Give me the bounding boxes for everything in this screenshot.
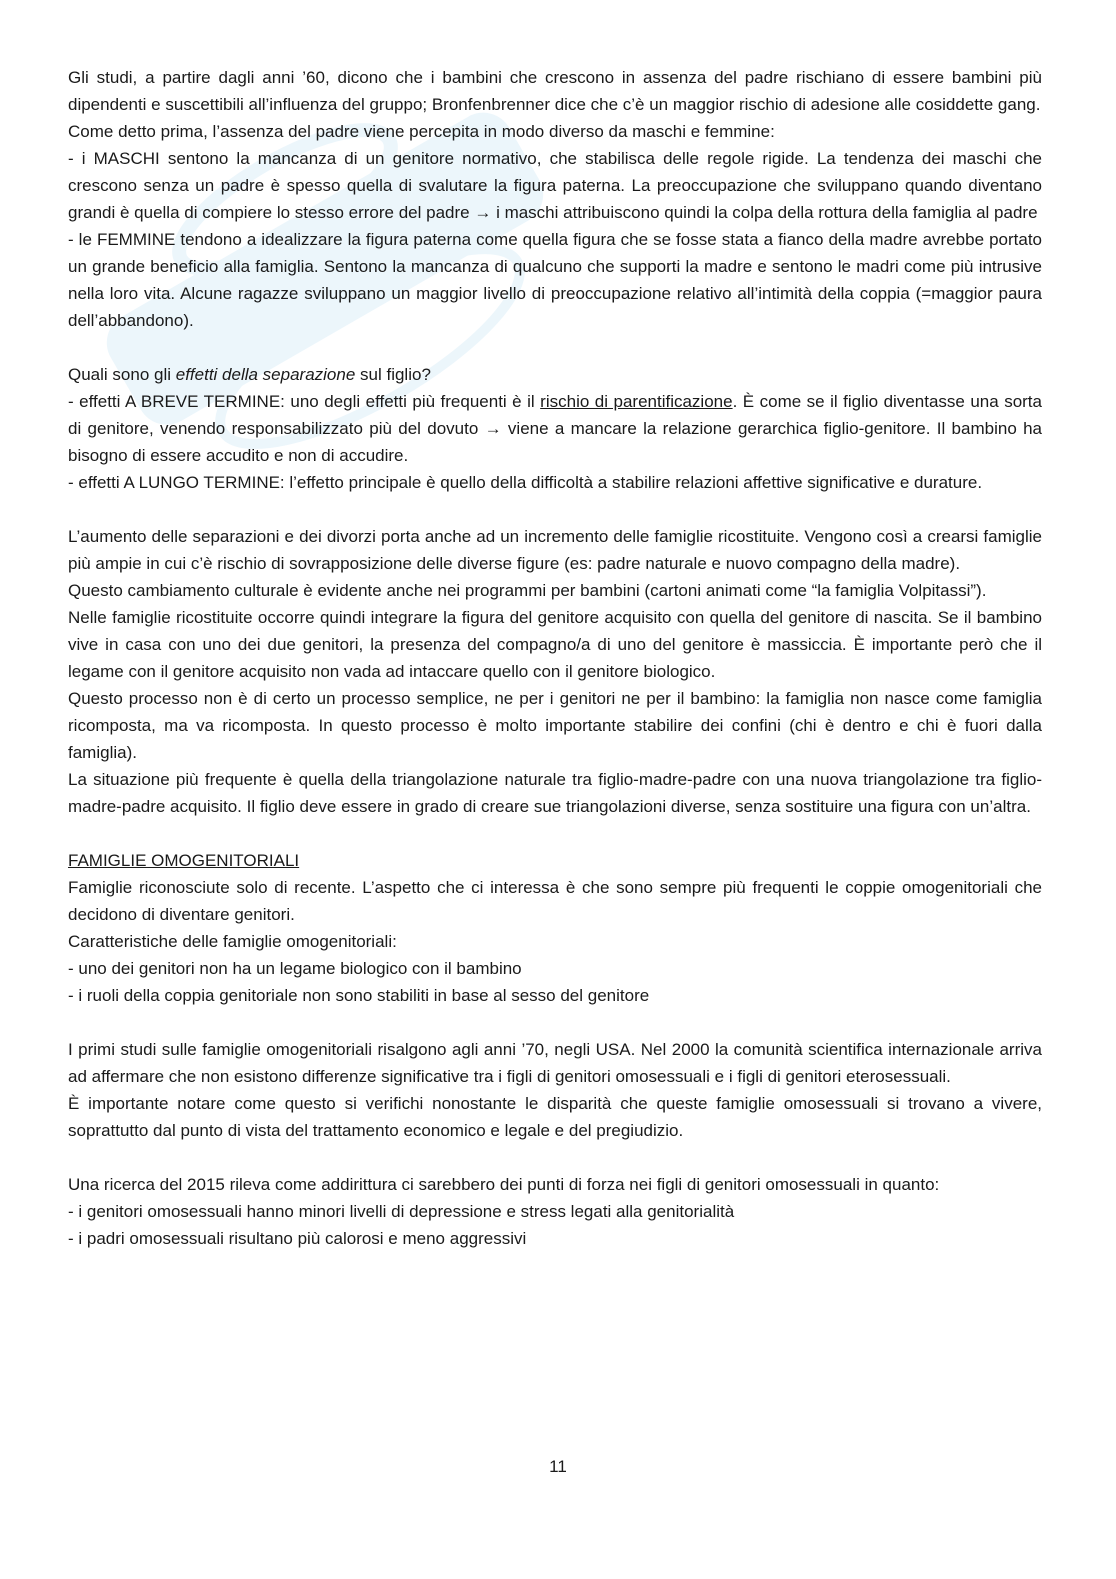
paragraph: Questo cambiamento culturale è evidente anche nei programmi per bambini (cartoni animati come “la famiglia Volpitassi”). xyxy=(68,581,987,600)
paragraph: L’aumento delle separazioni e dei divorzi porta anche ad un incremento delle famiglie ricostituite. Vengono così a crearsi famiglie più ampie in cui c’è rischio di sovrapposizione delle diverse figure (es: padre naturale e nuovo compagno della madre). xyxy=(68,527,1042,573)
paragraph: Gli studi, a partire dagli anni ’60, dicono che i bambini che crescono in assenza del padre rischiano di essere bambini più dipendenti e suscettibili all’influenza del gruppo; Bronfenbrenner dice che c’è un maggior rischio di adesione alle cosiddette gang. xyxy=(68,68,1042,114)
underlined-term: rischio di parentificazione xyxy=(540,392,733,411)
spacer xyxy=(68,1144,1042,1171)
question-line xyxy=(68,361,1042,388)
paragraph: Come detto prima, l’assenza del padre viene percepita in modo diverso da maschi e femmine: xyxy=(68,122,775,141)
list-item: - i padri omosessuali risultano più calorosi e meno aggressivi xyxy=(68,1229,527,1248)
text-run: . È come se il figlio diventasse una sorta di genitore, venendo responsabilizzato più del dovuto → viene a mancare la relazione gerarchica figlio-genitore. Il bambino ha bisogno di essere accudito e non di accudire. xyxy=(68,392,1042,465)
paragraph: - le FEMMINE tendono a idealizzare la figura paterna come quella figura che se fosse stata a fianco della madre avrebbe portato un grande beneficio alla famiglia. Sentono la mancanza di qualcuno che supporti la madre e sentono le madri come più intrusive nella loro vita. Alcune ragazze sviluppano un maggior livello di preoccupazione relativo all’intimità della coppia (=maggior paura dell’abbandono). xyxy=(68,230,1042,330)
list-item: - i ruoli della coppia genitoriale non sono stabiliti in base al sesso del genitore xyxy=(68,986,650,1005)
document-body xyxy=(68,64,1042,1252)
paragraph: - i MASCHI sentono la mancanza di un genitore normativo, che stabilisca delle regole rigide. La tendenza dei maschi che crescono senza un padre è spesso quella di svalutare la figura paterna. La preoccupazione che sviluppano quando diventano grandi è quella di compiere lo stesso errore del padre → i maschi attribuiscono quindi la colpa della rottura della famiglia al padre xyxy=(68,149,1042,222)
paragraph: La situazione più frequente è quella della triangolazione naturale tra figlio-madre-padre con una nuova triangolazione tra figlio-madre-padre acquisito. Il figlio deve essere in grado di creare sue triangolazioni diverse, senza sostituire una figura con un’altra. xyxy=(68,770,1042,816)
page-number: 11 xyxy=(549,1457,567,1476)
paragraph: - effetti A LUNGO TERMINE: l’effetto principale è quello della difficoltà a stabilire relazioni affettive significative e durature. xyxy=(68,473,983,492)
text-run: sul figlio? xyxy=(355,365,431,384)
section-heading: FAMIGLIE OMOGENITORIALI xyxy=(68,851,300,870)
spacer xyxy=(68,820,1042,847)
text-run: - effetti A BREVE TERMINE: uno degli effetti più frequenti è il xyxy=(68,392,541,411)
spacer xyxy=(68,496,1042,523)
paragraph: Caratteristiche delle famiglie omogenitoriali: xyxy=(68,932,397,951)
paragraph: È importante notare come questo si verifichi nonostante le disparità che queste famiglie omosessuali si trovano a vivere, soprattutto dal punto di vista del trattamento economico e legale e del pregiudizio. xyxy=(68,1094,1042,1140)
paragraph: Nelle famiglie ricostituite occorre quindi integrare la figura del genitore acquisito con quella del genitore di nascita. Se il bambino vive in casa con uno dei due genitori, la presenza del compagno/a di uno del genitore è massiccia. È importante però che il legame con il genitore acquisito non vada ad intaccare quello con il genitore biologico. xyxy=(68,608,1042,681)
paragraph: Questo processo non è di certo un processo semplice, ne per i genitori ne per il bambino: la famiglia non nasce come famiglia ricomposta, ma va ricomposta. In questo processo è molto importante stabilire dei confini (chi è dentro e chi è fuori dalla famiglia). xyxy=(68,689,1042,762)
emphasis-text: effetti della separazione xyxy=(175,365,356,384)
list-item: - i genitori omosessuali hanno minori livelli di depressione e stress legati alla genitorialità xyxy=(68,1202,735,1221)
paragraph: Famiglie riconosciute solo di recente. L’aspetto che ci interessa è che sono sempre più frequenti le coppie omogenitoriali che decidono di diventare genitori. xyxy=(68,878,1042,924)
spacer xyxy=(68,334,1042,361)
paragraph: I primi studi sulle famiglie omogenitoriali risalgono agli anni ’70, negli USA. Nel 2000 la comunità scientifica internazionale arriva ad affermare che non esistono differenze significative tra i figli di genitori omosessuali e i figli di genitori eterosessuali. xyxy=(68,1040,1042,1086)
paragraph xyxy=(68,388,1042,469)
paragraph: Una ricerca del 2015 rileva come addirittura ci sarebbero dei punti di forza nei figli di genitori omosessuali in quanto: xyxy=(68,1175,940,1194)
spacer xyxy=(68,1009,1042,1036)
list-item: - uno dei genitori non ha un legame biologico con il bambino xyxy=(68,959,522,978)
text-run: Quali sono gli xyxy=(68,365,176,384)
